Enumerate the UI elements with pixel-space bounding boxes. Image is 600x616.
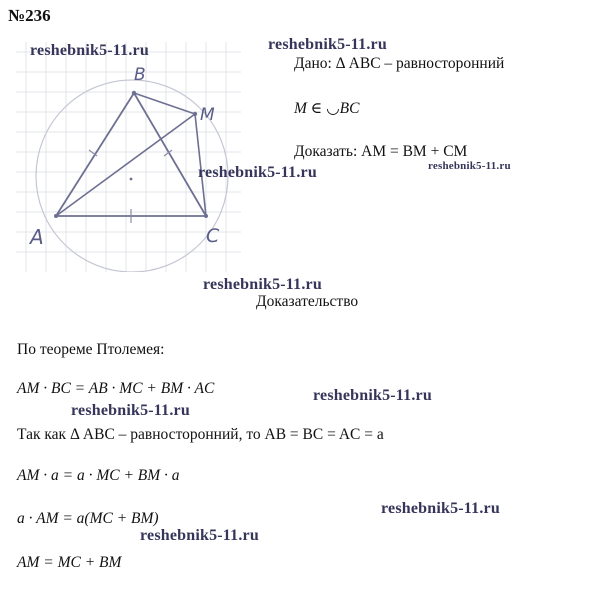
proof-line-5: a · AM = a(MC + BM) — [17, 510, 159, 527]
watermark: reshebnik5-11.ru — [71, 402, 190, 419]
point-a — [54, 214, 58, 218]
point-m — [193, 112, 197, 116]
label-m: M — [200, 105, 215, 125]
proof-line-6: AM = MC + BM — [17, 554, 122, 571]
watermark: reshebnik5-11.ru — [428, 160, 511, 172]
label-b: B — [134, 65, 146, 85]
watermark: reshebnik5-11.ru — [313, 387, 432, 404]
triangle-abc — [56, 93, 206, 216]
center-point — [130, 178, 133, 181]
proof-line-4: AM · a = a · MC + BM · a — [17, 467, 180, 484]
proof-line-2: AM · BC = AB · MC + BM · AC — [17, 380, 215, 397]
geometry-figure — [16, 42, 241, 272]
proof-line-3: Так как Δ ABC – равносторонний, то AB = BC = AC = a — [17, 426, 384, 443]
watermark: reshebnik5-11.ru — [30, 42, 149, 59]
point-b — [132, 91, 136, 95]
label-a: A — [30, 225, 44, 249]
proof-title: Доказательство — [256, 293, 359, 310]
watermark: reshebnik5-11.ru — [381, 500, 500, 517]
given-line-1: Дано: Δ ABC – равносторонний — [294, 55, 505, 72]
watermark: reshebnik5-11.ru — [198, 164, 317, 181]
point-c — [204, 214, 208, 218]
given-line-2: M ∈ ◡BC — [294, 100, 360, 117]
problem-number: №236 — [8, 6, 51, 25]
proof-line-1: По теореме Птолемея: — [17, 341, 165, 358]
watermark: reshebnik5-11.ru — [140, 527, 259, 544]
watermark: reshebnik5-11.ru — [268, 36, 387, 53]
label-c: C — [206, 225, 220, 247]
prove-line: Доказать: AM = BM + CM — [294, 143, 468, 160]
watermark: reshebnik5-11.ru — [203, 276, 322, 293]
